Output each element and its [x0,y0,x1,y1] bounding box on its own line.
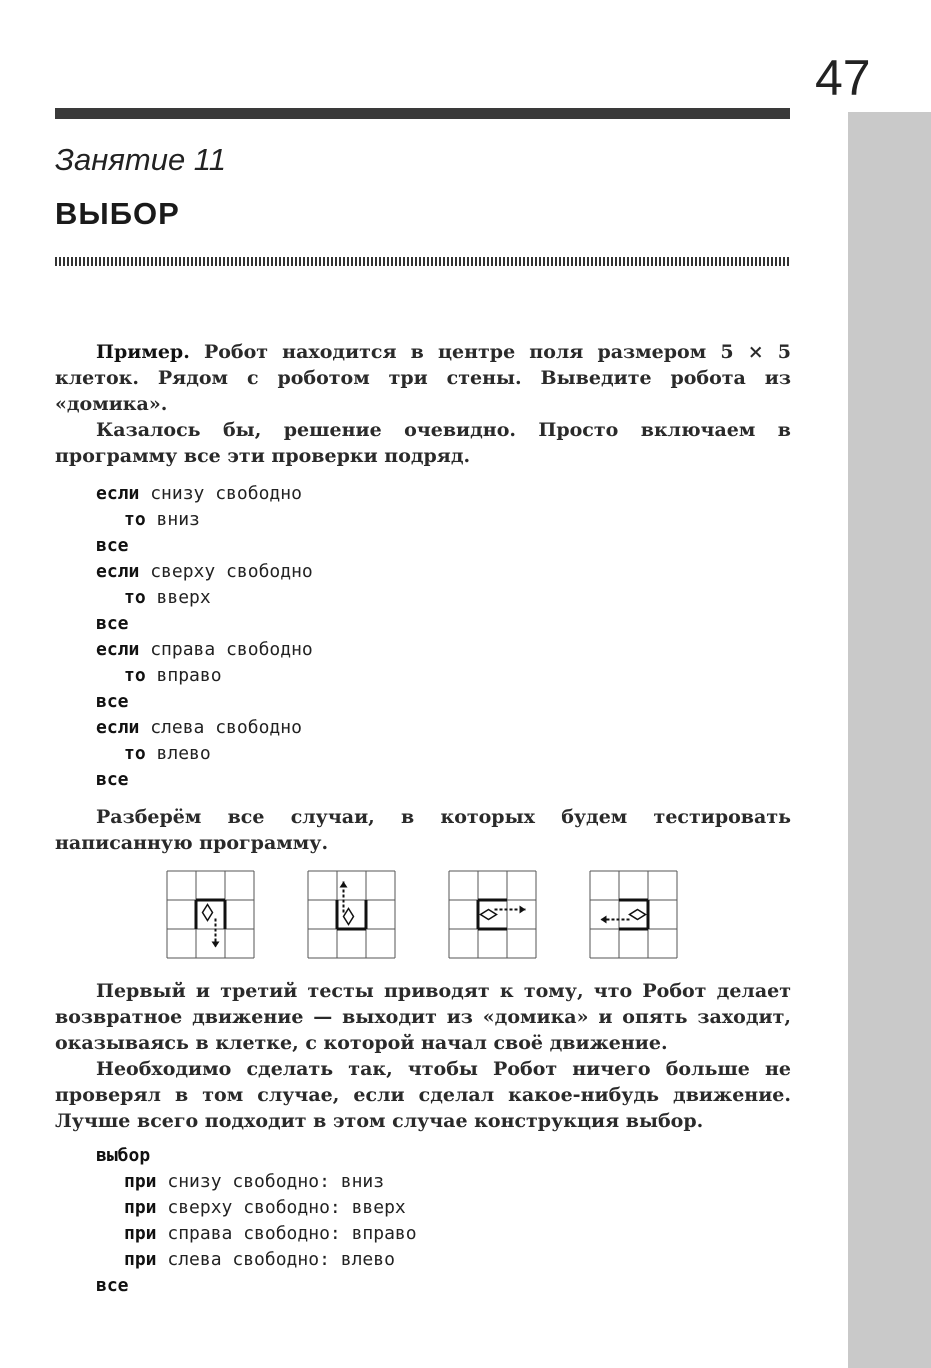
code-line [96,1195,417,1221]
code-line [96,637,313,663]
code-line [96,1143,417,1169]
code-line [96,1273,417,1299]
test-grid-right [448,870,537,959]
example-text: Робот находится в центре поля размером 5 × 5 клеток. Рядом с роботом три стены. Выведите робота из «домика». [55,341,791,415]
top-rule [55,108,790,119]
paragraph-2: Казалось бы, решение очевидно. Просто включаем в программу все эти проверки подряд. [55,419,791,467]
code-block-if [96,481,313,793]
test-grid-up [307,870,396,959]
code-keyword: все [96,769,129,790]
code-line [96,663,313,689]
lesson-label: Занятие 11 [55,142,226,177]
code-text: снизу свободно [139,483,302,504]
code-line [96,1247,417,1273]
example-lead: Пример. [96,341,190,363]
robot-icon [481,910,497,920]
robot-icon [203,905,213,921]
code-keyword: все [96,1275,129,1296]
code-keyword: все [96,691,129,712]
arrow-head-icon [212,942,220,948]
code-line [96,715,313,741]
code-line [96,559,313,585]
test-grid-down [166,870,255,959]
paragraph-5: Необходимо сделать так, чтобы Робот ничего больше не проверял в том случае, если сделал какое-нибудь движение. Лучше всего подходит в этом случае конструкция выбор. [55,1058,791,1132]
example-paragraph [55,339,791,417]
code-keyword: при [124,1223,157,1244]
code-line [96,533,313,559]
robot-icon [344,909,354,925]
code-block-choice [96,1143,417,1299]
code-text: справа свободно: вправо [156,1223,417,1244]
code-text: вниз [145,509,200,530]
code-keyword: при [124,1197,157,1218]
code-keyword: все [96,535,129,556]
code-keyword: то [124,665,146,686]
code-text: справа свободно [139,639,313,660]
code-line [96,507,313,533]
code-keyword: при [124,1249,157,1270]
code-line [96,1169,417,1195]
code-text: слева свободно [139,717,302,738]
page-number: 47 [815,50,871,106]
code-text: сверху свободно [139,561,313,582]
code-line [96,585,313,611]
code-line [96,611,313,637]
code-keyword: если [96,561,140,582]
hatch-divider [55,257,790,266]
code-text: вверх [145,587,211,608]
paragraph-3: Разберём все случаи, в которых будем тестировать написанную программу. [55,806,791,854]
arrow-head-icon [520,906,526,914]
robot-icon [630,910,646,920]
test-grid-left [589,870,678,959]
code-keyword: если [96,483,140,504]
code-text: сверху свободно: вверх [156,1197,406,1218]
code-text: слева свободно: влево [156,1249,395,1270]
code-keyword: если [96,717,140,738]
code-keyword: все [96,613,129,634]
code-keyword: то [124,509,146,530]
code-keyword: при [124,1171,157,1192]
code-keyword: то [124,587,146,608]
arrow-head-icon [340,882,348,888]
arrow-head-icon [601,916,607,924]
code-line [96,689,313,715]
chapter-title: ВЫБОР [55,196,180,231]
code-line [96,481,313,507]
code-keyword: если [96,639,140,660]
code-keyword: то [124,743,146,764]
code-text: снизу свободно: вниз [156,1171,385,1192]
test-diagrams [166,870,686,960]
code-text: вправо [145,665,222,686]
code-line [96,741,313,767]
side-band [848,112,931,1368]
code-text: влево [145,743,211,764]
code-line [96,767,313,793]
code-keyword: выбор [96,1145,151,1166]
paragraph-4: Первый и третий тесты приводят к тому, что Робот делает возвратное движение — выходит из «домика» и опять заходит, оказываясь в клетке, с которой начал своё движение. [55,980,791,1054]
code-line [96,1221,417,1247]
